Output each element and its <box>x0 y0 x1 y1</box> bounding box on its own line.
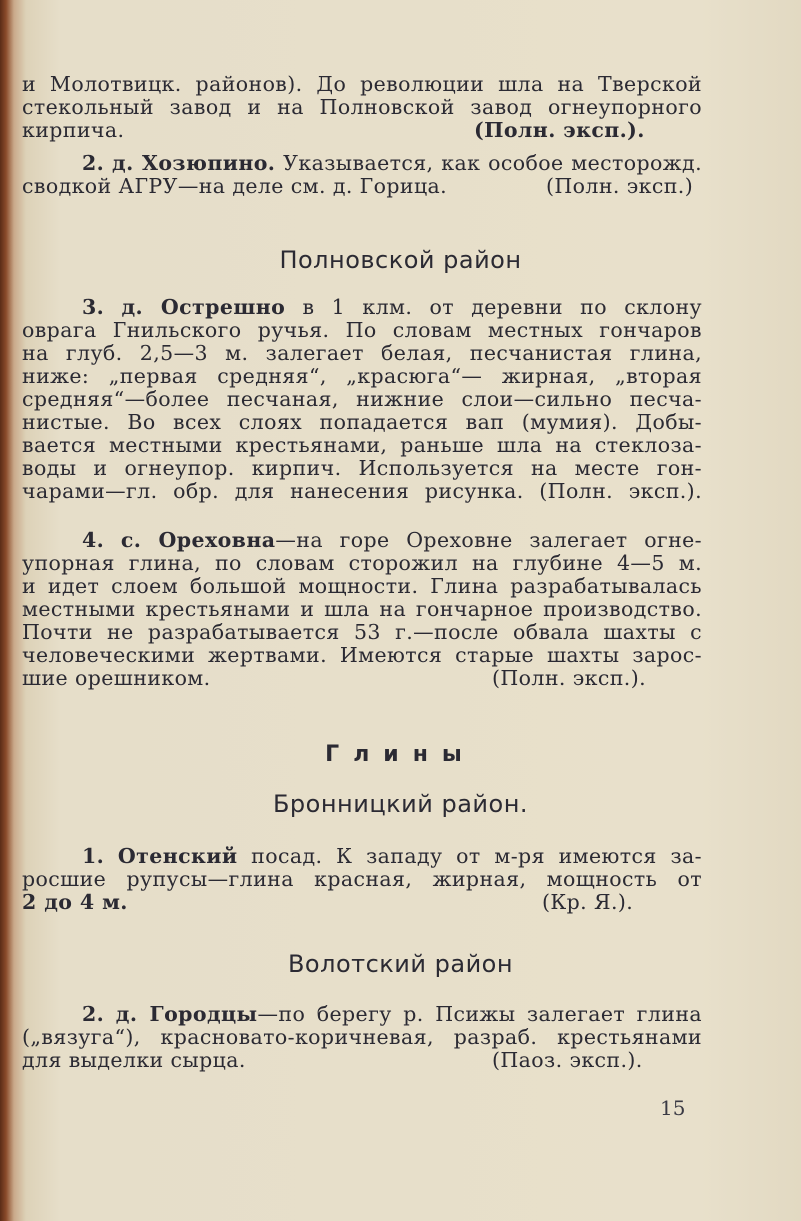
entry-gorodtsy <box>22 1003 702 1072</box>
entry-text: Указывается, как особое месторожд. <box>283 151 702 175</box>
entry-name: д. Острешно <box>121 295 286 319</box>
entry-number: 4. <box>82 528 105 552</box>
district-heading: Полновской район <box>279 246 522 274</box>
entry-name: д. Городцы <box>115 1002 258 1026</box>
text-line: человеческими жертвами. Имеются старые шахты зарос- <box>22 643 702 667</box>
entry-text: 2 до 4 м. <box>22 890 128 914</box>
source-citation: (Полн. эксп.). <box>492 666 647 690</box>
text-line <box>22 119 702 142</box>
text-line: воды и огнеупор. кирпич. Используется на месте гон- <box>22 456 702 480</box>
entry-number: 2. <box>82 1002 105 1026</box>
entry-hozyupino <box>22 152 702 198</box>
section-title: Глины <box>325 742 476 767</box>
entry-number: 1. <box>82 844 105 868</box>
text-line: на глуб. 2,5—3 м. залегает белая, песчанистая глина, <box>22 341 702 365</box>
entry-number: 3. <box>82 295 105 319</box>
text-line <box>22 529 702 552</box>
entry-text: —по берегу р. Псижы залегает глина <box>257 1002 702 1026</box>
intro-paragraph <box>22 73 702 142</box>
text-line: и идет слоем большой мощности. Глина разрабатывалась <box>22 574 702 598</box>
entry-ostreshno <box>22 296 702 503</box>
entry-otensky <box>22 845 702 914</box>
text-line <box>22 1003 702 1026</box>
text-line: нистые. Во всех слоях попадается вап (мумия). Добы- <box>22 410 702 434</box>
source-citation: (Паоз. эксп.). <box>492 1048 643 1072</box>
text-line: стекольный завод и на Полновской завод огнеупорного <box>22 95 702 119</box>
entry-text: посад. К западу от м-ря имеются за- <box>251 844 702 868</box>
text-line: („вязуга“), красновато-коричневая, разраб. крестьянами <box>22 1025 702 1049</box>
text-line: упорная глина, по словам сторожил на глубине 4—5 м. <box>22 551 702 575</box>
text-line: вается местными крестьянами, раньше шла на стеклоза- <box>22 433 702 457</box>
text-line <box>22 845 702 868</box>
text-line: и Молотвицк. районов). До революции шла на Тверской <box>22 72 702 96</box>
text-line <box>22 296 702 319</box>
entry-name: д. Хозюпино. <box>112 151 276 175</box>
text-line <box>22 891 702 914</box>
entry-text: в 1 клм. от деревни по склону <box>302 295 702 319</box>
text-line <box>22 667 702 690</box>
text-line <box>22 175 702 198</box>
text-line: Почти не разрабатывается 53 г.—после обвала шахты с <box>22 620 702 644</box>
page-number: 15 <box>660 1096 686 1120</box>
entry-number: 2. <box>82 151 105 175</box>
district-heading: Бронницкий район. <box>272 790 529 818</box>
text-line: средняя“—более песчаная, нижние слои—сильно песча- <box>22 387 702 411</box>
entry-orehovna <box>22 529 702 690</box>
district-heading: Волотский район <box>287 950 514 978</box>
text-line: ниже: „первая средняя“, „красюга“— жирная, „вторая <box>22 364 702 388</box>
source-citation: (Полн. эксп.) <box>546 174 694 198</box>
text-line: росшие рупусы—глина красная, жирная, мощность от <box>22 867 702 891</box>
text-line <box>22 152 702 175</box>
source-citation: (Кр. Я.). <box>542 890 634 914</box>
text-line: чарами—гл. обр. для нанесения рисунка. (Полн. эксп.). <box>22 479 702 503</box>
entry-name: с. Ореховна <box>120 528 276 552</box>
text-line: оврага Гнильского ручья. По словам местных гончаров <box>22 318 702 342</box>
text-line: местными крестьянами и шла на гончарное производство. <box>22 597 702 621</box>
source-citation: (Полн. эксп.). <box>474 118 645 142</box>
entry-text: шие орешником. <box>22 666 211 690</box>
entry-text: —на горе Ореховне залегает огне- <box>275 528 702 552</box>
text-line <box>22 1049 702 1072</box>
entry-text: сводкой АГРУ—на деле см. д. Горица. <box>22 174 448 198</box>
entry-name: Отенский <box>117 844 238 868</box>
entry-text: для выделки сырца. <box>22 1048 246 1072</box>
text-fragment: кирпича. <box>22 118 125 142</box>
